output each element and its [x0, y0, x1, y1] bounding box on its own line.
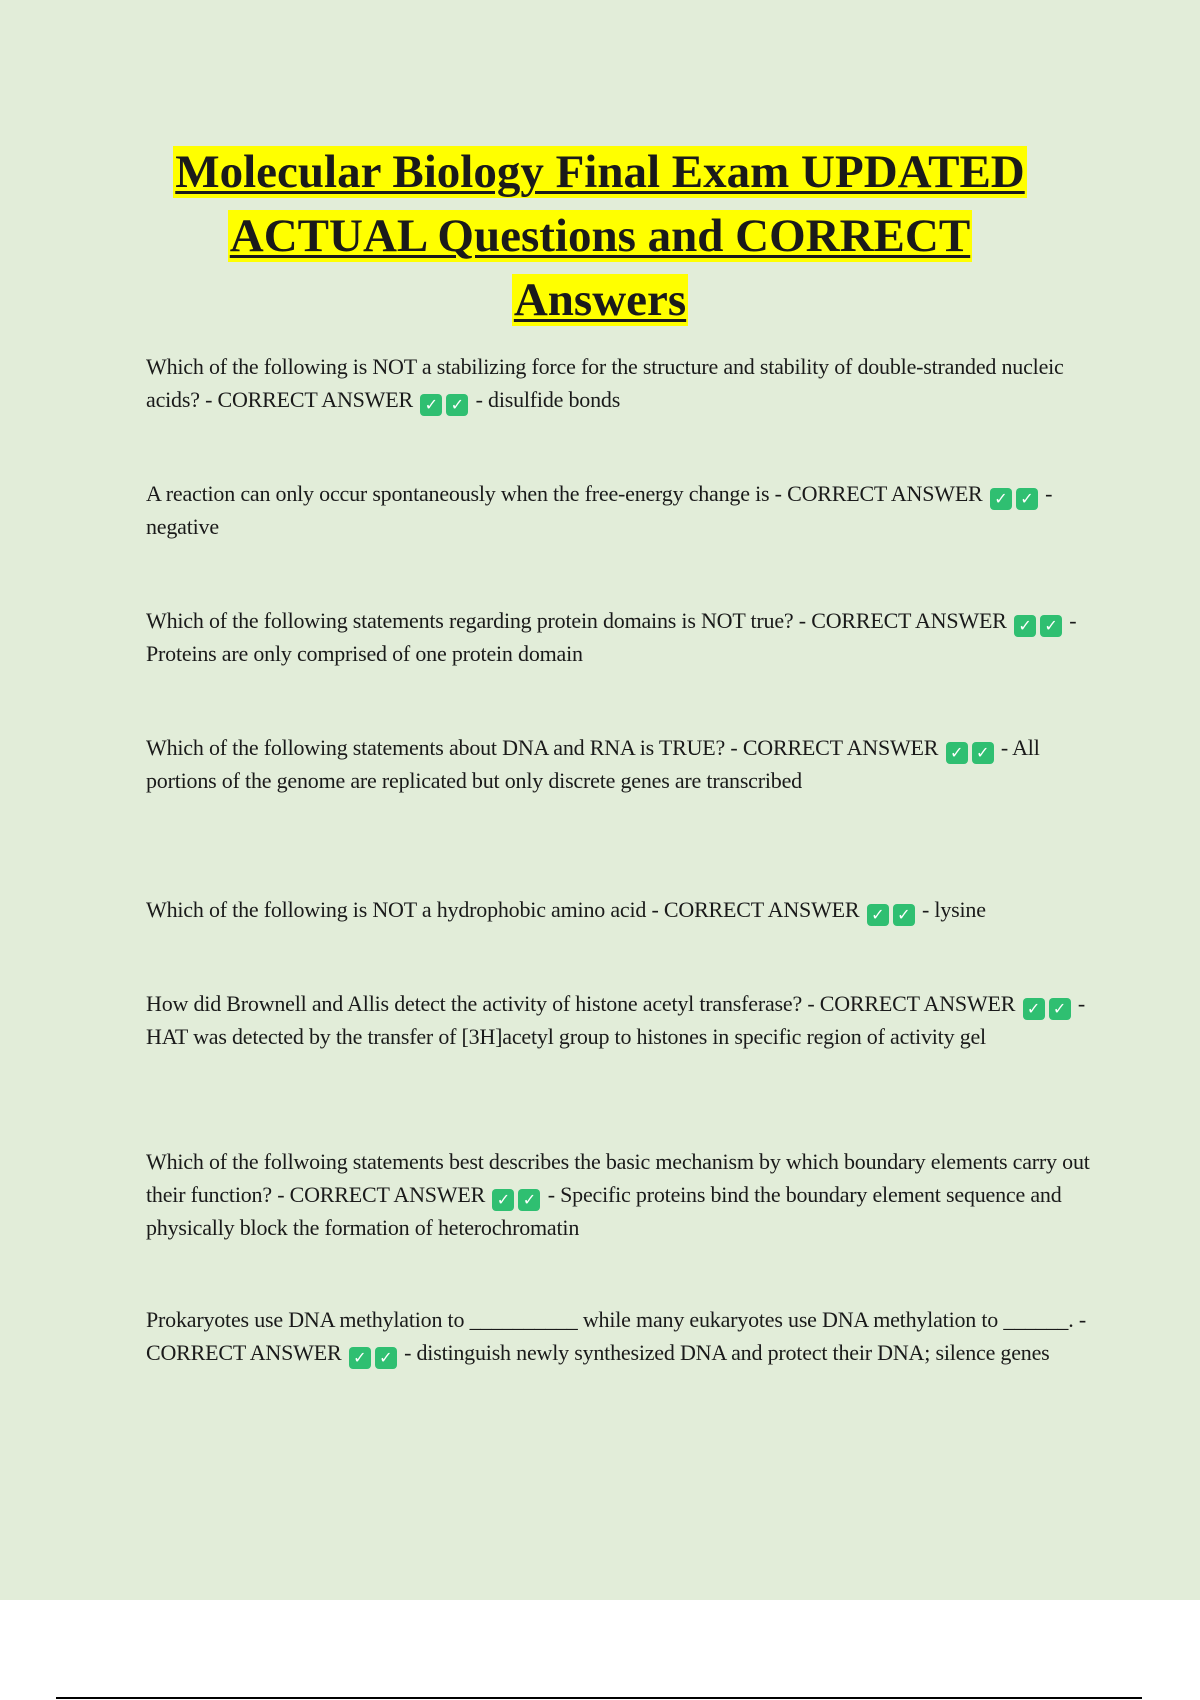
- question-text: Which of the following statements about DNA and RNA is TRUE?: [146, 735, 726, 760]
- title-line: [100, 140, 1100, 204]
- check-icon: ✓: [893, 904, 915, 926]
- qa-item: [146, 893, 1090, 926]
- question-text: Which of the following statements regarding protein domains is NOT true?: [146, 608, 794, 633]
- answer-label: - CORRECT ANSWER: [807, 991, 1016, 1016]
- title-line: [100, 268, 1100, 332]
- answer-label: - CORRECT ANSWER: [277, 1182, 486, 1207]
- answer-text: - All portions of the genome are replicated but only discrete genes are transcribed: [146, 735, 1040, 793]
- question-text: Which of the follwoing statements best describes the basic mechanism by which boundary elements carry out their function?: [146, 1149, 1090, 1207]
- title-line: [100, 204, 1100, 268]
- answer-text: - Specific proteins bind the boundary element sequence and physically block the formation of heterochromatin: [146, 1182, 1062, 1240]
- qa-item: [146, 477, 1090, 543]
- qa-item: [146, 731, 1090, 797]
- check-icon: ✓: [1016, 488, 1038, 510]
- question-text: How did Brownell and Allis detect the activity of histone acetyl transferase?: [146, 991, 803, 1016]
- check-icon: ✓: [946, 742, 968, 764]
- answer-text: - Proteins are only comprised of one protein domain: [146, 608, 1077, 666]
- qa-item: [146, 1303, 1090, 1369]
- answer-label: - CORRECT ANSWER: [651, 897, 860, 922]
- qa-item: [146, 1145, 1090, 1244]
- title-line-text: Molecular Biology Final Exam UPDATED: [175, 146, 1025, 198]
- question-text: Which of the following is NOT a hydrophobic amino acid: [146, 897, 647, 922]
- answer-text: - negative: [146, 481, 1053, 539]
- check-icon: ✓: [1023, 998, 1045, 1020]
- answer-text: - lysine: [922, 897, 986, 922]
- answer-label: - CORRECT ANSWER: [146, 1307, 1086, 1365]
- question-text: A reaction can only occur spontaneously when the free-energy change is: [146, 481, 770, 506]
- check-icon: ✓: [1049, 998, 1071, 1020]
- check-icon: ✓: [972, 742, 994, 764]
- check-icon: ✓: [518, 1189, 540, 1211]
- question-text: Prokaryotes use DNA methylation to __________ while many eukaryotes use DNA methylation to ______.: [146, 1307, 1074, 1332]
- answer-label: - CORRECT ANSWER: [205, 387, 413, 412]
- answer-label: - CORRECT ANSWER: [730, 735, 939, 760]
- check-icon: ✓: [349, 1347, 371, 1369]
- answer-label: - CORRECT ANSWER: [798, 608, 1007, 633]
- question-text: Which of the following is NOT a stabilizing force for the structure and stability of double-stranded nucleic acids?: [146, 354, 1064, 412]
- answer-text: - HAT was detected by the transfer of [3H]acetyl group to histones in specific region of activity gel: [146, 991, 1085, 1049]
- check-icon: ✓: [375, 1347, 397, 1369]
- check-icon: ✓: [990, 488, 1012, 510]
- check-icon: ✓: [867, 904, 889, 926]
- check-icon: ✓: [420, 394, 442, 416]
- document-title: [100, 140, 1100, 332]
- footer-divider: [56, 1697, 1142, 1699]
- title-line-text: Answers: [513, 274, 687, 326]
- check-icon: ✓: [1040, 615, 1062, 637]
- check-icon: ✓: [1014, 615, 1036, 637]
- answer-text: - disulfide bonds: [475, 387, 621, 412]
- check-icon: ✓: [492, 1189, 514, 1211]
- qa-item: [146, 987, 1090, 1053]
- answer-text: - distinguish newly synthesized DNA and protect their DNA; silence genes: [404, 1340, 1050, 1365]
- answer-label: - CORRECT ANSWER: [774, 481, 983, 506]
- qa-item: [146, 604, 1090, 670]
- check-icon: ✓: [446, 394, 468, 416]
- qa-item: [146, 350, 1090, 416]
- title-line-text: ACTUAL Questions and CORRECT: [229, 210, 971, 262]
